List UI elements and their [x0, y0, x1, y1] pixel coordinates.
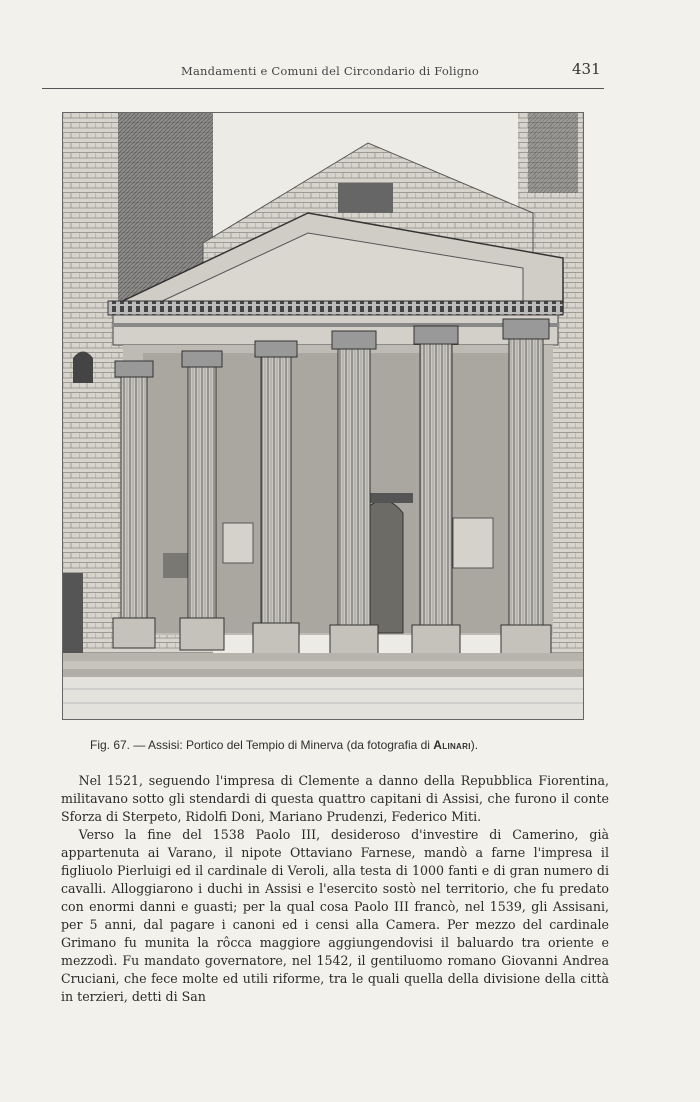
caption-text: Assisi: Portico del Tempio di Minerva (da fotografia di — [148, 738, 434, 752]
running-head — [0, 58, 700, 88]
temple-illustration — [63, 113, 583, 719]
page-number: 431 — [572, 60, 601, 78]
running-title: Mandamenti e Comuni del Circondario di Foligno — [181, 64, 479, 78]
figure-label: Fig. 67. — [90, 738, 131, 752]
body-text — [61, 772, 609, 1006]
caption-dash: — — [130, 738, 149, 752]
paragraph: Verso la fine del 1538 Paolo III, desideroso d'investire di Camerino, già appartenuta ai Varano, il nipote Ottaviano Farnese, mandò a farne l'impresa il figliuolo Pierluigi ed il cardinale di Veroli, alla testa di 1000 fanti e di gran numero di cavalli. Alloggiarono i duchi in Assisi e l'esercito sostò nel territorio, che fu predato con enormi danni e guasti; per la qual cosa Paolo III francò, nel 1539, gli Assisani, per 5 anni, dal pagare i canoni ed i censi alla Camera. Per mezzo del cardinale Grimano fu munita la rôcca maggiore aggiungendovisi il baluardo tra oriente e mezzodì. Fu mandato governatore, nel 1542, il gentiluomo romano Giovanni Andrea Cruciani, che fece molte ed utili riforme, tra le quali quella della divisione della città in terzieri, detti di San — [61, 827, 609, 1004]
figure-caption — [90, 738, 610, 752]
header-rule — [42, 88, 604, 89]
temple-engraving — [62, 112, 584, 720]
photo-credit: Alinari — [433, 738, 471, 752]
caption-end: ). — [470, 738, 479, 752]
paragraph: Nel 1521, seguendo l'impresa di Clemente a danno della Repubblica Fiorentina, militavano sotto gli stendardi di questa quattro capitani di Assisi, che furono il conte Sforza di Sterpeto, Ridolfi Doni, Mariano Prudenzi, Federico Miti. — [61, 773, 609, 824]
